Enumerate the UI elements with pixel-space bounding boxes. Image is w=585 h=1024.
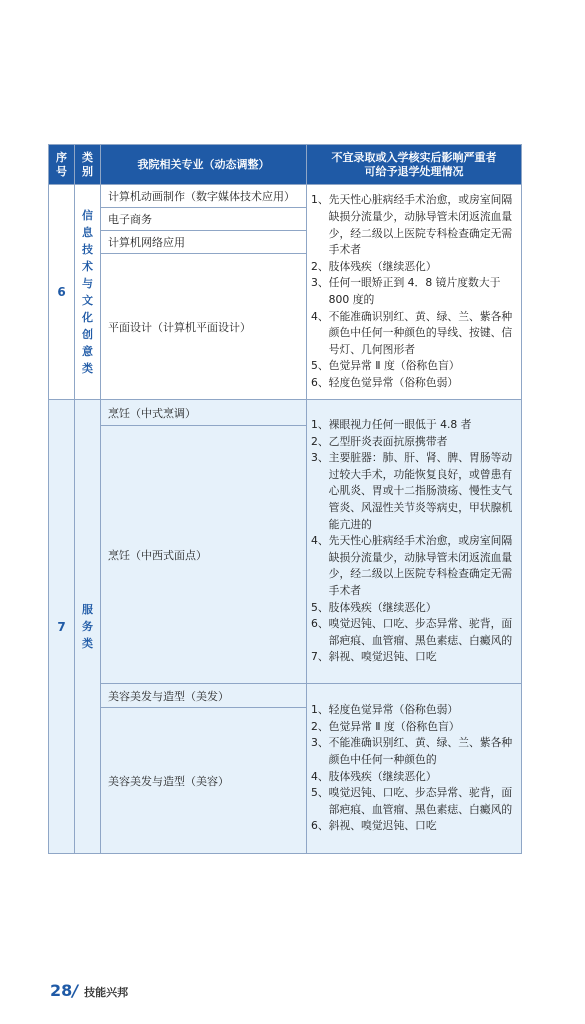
condition-text: 不能准确识别红、黄、绿、兰、紫各种颜色中任何一种颜色的导线、按键、信号灯、几何图形者 (328, 309, 513, 356)
condition-item (311, 785, 515, 818)
condition-number: 6、 (311, 819, 329, 833)
major-cell: 美容美发与造型（美发） (101, 684, 307, 708)
category-char: 类 (82, 362, 93, 375)
condition-number: 3、 (311, 276, 329, 290)
table-row (49, 185, 522, 208)
condition-item (311, 434, 515, 451)
condition-item (311, 533, 515, 599)
condition-text: 嗅觉迟钝、口吃、步态异常、驼背，面部疤痕、血管瘤、黑色素痣、白癜风的 (328, 786, 513, 816)
category-char: 文 (82, 294, 93, 307)
major-cell: 计算机动画制作（数字媒体技术应用） (101, 185, 307, 208)
condition-text: 轻度色觉异常（俗称色弱） (328, 375, 459, 389)
condition-item (311, 375, 515, 392)
condition-text: 先天性心脏病经手术治愈，或房室间隔缺损分流量少，动脉导管未闭返流血量少，经二级以上医院专科检查确定无需手术者 (328, 534, 513, 597)
condition-number: 4、 (311, 534, 329, 548)
condition-item (311, 649, 515, 666)
condition-text: 任何一眼矫正到 4．8 镜片度数大于 800 度的 (328, 276, 501, 306)
condition-item (311, 309, 515, 359)
header-conditions-line2: 可给予退学处理情况 (364, 164, 464, 178)
condition-text: 先天性心脏病经手术治愈，或房室间隔缺损分流量少，动脉导管未闭返流血量少，经二级以上医院专科检查确定无需手术者 (328, 193, 513, 257)
category-char: 类 (82, 637, 93, 650)
condition-item (311, 192, 515, 258)
conditions-cell-7a (307, 400, 522, 684)
header-seq-char: 序 (56, 150, 67, 164)
condition-text: 主要脏器：肺、肝、肾、脾、胃肠等动过较大手术，功能恢复良好，或曾患有心肌炎、胃或十二指肠溃疡、慢性支气管炎、风湿性关节炎等病史，甲状腺机能亢进的 (328, 451, 513, 531)
condition-item (311, 358, 515, 375)
condition-number: 3、 (311, 451, 329, 465)
row-seq-7: 7 (49, 400, 75, 854)
condition-item (311, 735, 515, 768)
page-number: 28 (50, 981, 73, 1000)
header-conditions (307, 145, 522, 185)
condition-number: 5、 (311, 786, 329, 800)
page-footer (50, 981, 128, 1000)
condition-number: 2、 (311, 434, 329, 448)
row-category-7 (75, 400, 101, 854)
book-title: 技能兴邦 (84, 986, 129, 999)
condition-item (311, 275, 515, 308)
condition-number: 2、 (311, 259, 329, 273)
condition-item (311, 702, 515, 719)
condition-number: 2、 (311, 719, 329, 733)
condition-number: 6、 (311, 375, 329, 389)
condition-item (311, 600, 515, 617)
major-cell: 美容美发与造型（美容） (101, 708, 307, 854)
category-char: 化 (82, 311, 93, 324)
condition-number: 4、 (311, 769, 329, 783)
conditions-cell-7b (307, 684, 522, 854)
condition-text: 斜视、嗅觉迟钝、口吃 (328, 650, 437, 664)
condition-number: 5、 (311, 359, 329, 373)
condition-number: 6、 (311, 617, 329, 631)
condition-text: 裸眼视力任何一眼低于 4.8 者 (328, 418, 472, 432)
condition-text: 肢体残疾（继续恶化） (328, 769, 437, 783)
condition-item (311, 719, 515, 736)
condition-number: 3、 (311, 736, 329, 750)
condition-number: 7、 (311, 650, 329, 664)
row-category-6 (75, 185, 101, 400)
condition-number: 5、 (311, 600, 329, 614)
table-header-row (49, 145, 522, 185)
major-cell: 计算机网络应用 (101, 231, 307, 254)
row-seq-6: 6 (49, 185, 75, 400)
condition-text: 色觉异常 Ⅱ 度（俗称色盲） (328, 359, 460, 373)
header-category-char: 别 (82, 164, 93, 178)
major-cell: 平面设计（计算机平面设计） (101, 254, 307, 400)
condition-text: 肢体残疾（继续恶化） (328, 600, 437, 614)
table-row (49, 400, 522, 426)
condition-item (311, 450, 515, 533)
category-char: 务 (82, 620, 93, 633)
header-seq-char: 号 (56, 164, 67, 178)
category-char: 服 (82, 603, 93, 616)
category-char: 技 (82, 243, 93, 256)
condition-item (311, 616, 515, 649)
header-category-char: 类 (82, 150, 93, 164)
condition-item (311, 818, 515, 835)
condition-number: 1、 (311, 193, 329, 207)
major-cell: 电子商务 (101, 208, 307, 231)
category-char: 息 (82, 226, 93, 239)
condition-text: 轻度色觉异常（俗称色弱） (328, 703, 459, 717)
enrollment-conditions-table (48, 144, 522, 854)
condition-item (311, 769, 515, 786)
condition-item (311, 417, 515, 434)
header-seq (49, 145, 75, 185)
category-char: 意 (82, 345, 93, 358)
header-conditions-line1: 不宜录取或入学核实后影响严重者 (331, 150, 497, 164)
condition-text: 斜视、嗅觉迟钝、口吃 (328, 819, 437, 833)
condition-number: 1、 (311, 703, 329, 717)
table-row (49, 684, 522, 708)
condition-text: 乙型肝炎表面抗原携带者 (328, 434, 448, 448)
category-char: 信 (82, 209, 93, 222)
condition-text: 肢体残疾（继续恶化） (328, 259, 437, 273)
category-char: 创 (82, 328, 93, 341)
major-cell: 烹饪（中式烹调） (101, 400, 307, 426)
category-char: 术 (82, 260, 93, 273)
page-number-slash: / (72, 981, 79, 1000)
condition-text: 嗅觉迟钝、口吃、步态异常、驼背，面部疤痕、血管瘤、黑色素痣、白癜风的 (328, 617, 513, 647)
condition-number: 1、 (311, 418, 329, 432)
condition-item (311, 259, 515, 276)
condition-text: 色觉异常 Ⅱ 度（俗称色盲） (328, 719, 460, 733)
major-cell: 烹饪（中西式面点） (101, 426, 307, 684)
conditions-cell-6 (307, 185, 522, 400)
condition-number: 4、 (311, 309, 329, 323)
header-majors: 我院相关专业（动态调整） (101, 145, 307, 185)
header-category (75, 145, 101, 185)
category-char: 与 (82, 277, 93, 290)
condition-text: 不能准确识别红、黄、绿、兰、紫各种颜色中任何一种颜色的 (328, 736, 513, 766)
